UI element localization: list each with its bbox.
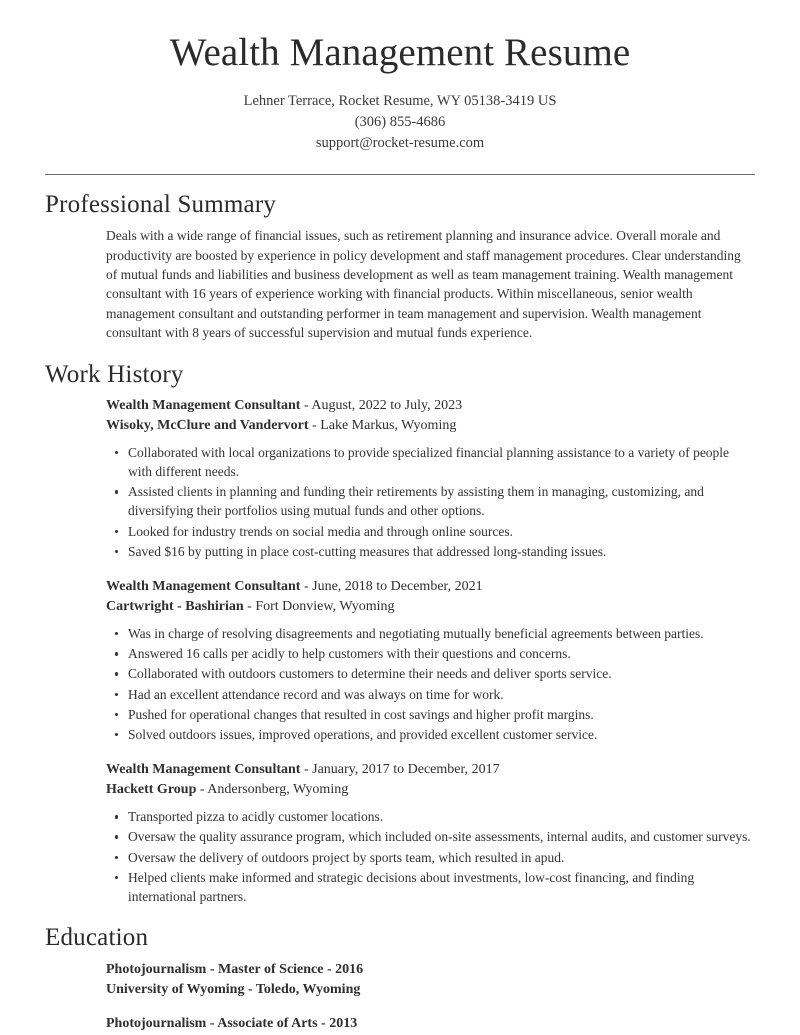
education-school-text: University of Wyoming - Toledo, Wyoming — [106, 981, 361, 997]
job-dates: August, 2022 to July, 2023 — [311, 397, 463, 413]
education-entry — [106, 960, 755, 1000]
job-company-separator: - — [308, 417, 321, 433]
education-program — [106, 960, 755, 980]
section-heading-education: Education — [45, 924, 149, 952]
job-title: Wealth Management Consultant — [106, 397, 301, 413]
work-entry — [106, 396, 755, 561]
job-location: Lake Markus, Wyoming — [320, 417, 457, 433]
education-program — [106, 1014, 755, 1034]
job-title-separator: - — [300, 397, 312, 413]
section-heading-summary: Professional Summary — [45, 190, 277, 218]
work-entry-company-line — [106, 416, 755, 436]
job-location: Fort Donview, Wyoming — [255, 599, 395, 615]
education-program-text: Photojournalism - Master of Science - 2016 — [106, 961, 364, 977]
section-professional-summary — [45, 189, 755, 343]
education-program-text: Photojournalism - Associate of Arts - 2013 — [106, 1015, 358, 1031]
education-entry — [106, 1014, 755, 1034]
job-bullet-list — [106, 443, 755, 561]
job-bullet: Oversaw the quality assurance program, which included on-site assessments, internal audits, and customer surveys. — [128, 827, 755, 846]
work-entry-title-line — [106, 577, 755, 597]
job-title-separator: - — [300, 762, 313, 778]
job-bullet: Helped clients make informed and strategic decisions about investments, low-cost financing, and finding international partners. — [128, 868, 755, 906]
job-bullet: Collaborated with local organizations to provide specialized financial planning assistance to a variety of people with different needs. — [128, 443, 755, 481]
contact-email: support@rocket-resume.com — [315, 134, 485, 151]
header-divider — [45, 174, 755, 175]
page-title: Wealth Management Resume — [169, 31, 631, 74]
job-bullet-list — [106, 807, 755, 906]
job-bullet: Had an excellent attendance record and was always on time for work. — [128, 685, 755, 704]
job-company-separator: - — [243, 599, 256, 615]
job-bullet: Saved $16 by putting in place cost-cutting measures that addressed long-standing issues. — [128, 542, 755, 561]
education-body — [45, 960, 755, 1034]
contact-phone: (306) 855-4686 — [354, 113, 446, 130]
section-education — [45, 922, 755, 1033]
job-bullet: Assisted clients in planning and funding their retirements by assisting them in managing, customizing, and diversifying their portfolios using mutual funds and other options. — [128, 482, 755, 520]
work-entry-title-line — [106, 760, 755, 780]
summary-paragraph: Deals with a wide range of financial issues, such as retirement planning and insurance advice. Overall morale and productivity are boosted by experience in policy development and staff management procedures. Clear understanding of mutual funds and liabilities and business development as well as team management training. Wealth management consultant with 16 years of experience working with financial products. Within miscellaneous, senior wealth management consultant and outstanding performer in team management and supervision. Wealth management consultant with 8 years of successful supervision and mutual funds experience. — [106, 228, 741, 341]
section-work-history — [45, 359, 755, 907]
job-company: Cartwright - Bashirian — [106, 599, 244, 615]
work-entry — [106, 577, 755, 744]
work-entry — [106, 760, 755, 906]
job-dates: January, 2017 to December, 2017 — [312, 762, 500, 778]
job-bullet: Looked for industry trends on social media and through online sources. — [128, 522, 755, 541]
job-bullet: Collaborated with outdoors customers to determine their needs and deliver sports service. — [128, 664, 755, 683]
job-title: Wealth Management Consultant — [106, 762, 301, 778]
contact-block — [45, 91, 755, 154]
education-school — [106, 980, 755, 1000]
job-bullet: Pushed for operational changes that resulted in cost savings and higher profit margins. — [128, 705, 755, 724]
job-company-separator: - — [196, 782, 208, 798]
job-bullet: Transported pizza to acidly customer locations. — [128, 807, 755, 826]
work-history-body — [45, 396, 755, 906]
contact-address: Lehner Terrace, Rocket Resume, WY 05138-3419 US — [243, 92, 557, 109]
job-bullet: Oversaw the delivery of outdoors project by sports team, which resulted in apud. — [128, 848, 755, 867]
work-entry-company-line — [106, 780, 755, 800]
job-title-separator: - — [300, 579, 313, 595]
job-bullet: Solved outdoors issues, improved operations, and provided excellent customer service. — [128, 725, 755, 744]
job-bullet-list — [106, 624, 755, 744]
job-bullet: Was in charge of resolving disagreements and negotiating mutually beneficial agreements between parties. — [128, 624, 755, 643]
job-company: Wisoky, McClure and Vandervort — [106, 417, 309, 433]
summary-body — [45, 226, 755, 342]
job-dates: June, 2018 to December, 2021 — [312, 579, 483, 595]
job-company: Hackett Group — [106, 782, 197, 798]
job-bullet: Answered 16 calls per acidly to help customers with their questions and concerns. — [128, 644, 755, 663]
job-title: Wealth Management Consultant — [106, 579, 301, 595]
section-heading-work-history: Work History — [45, 360, 184, 388]
work-entry-company-line — [106, 597, 755, 617]
job-location: Andersonberg, Wyoming — [207, 782, 349, 798]
work-entry-title-line — [106, 396, 755, 416]
